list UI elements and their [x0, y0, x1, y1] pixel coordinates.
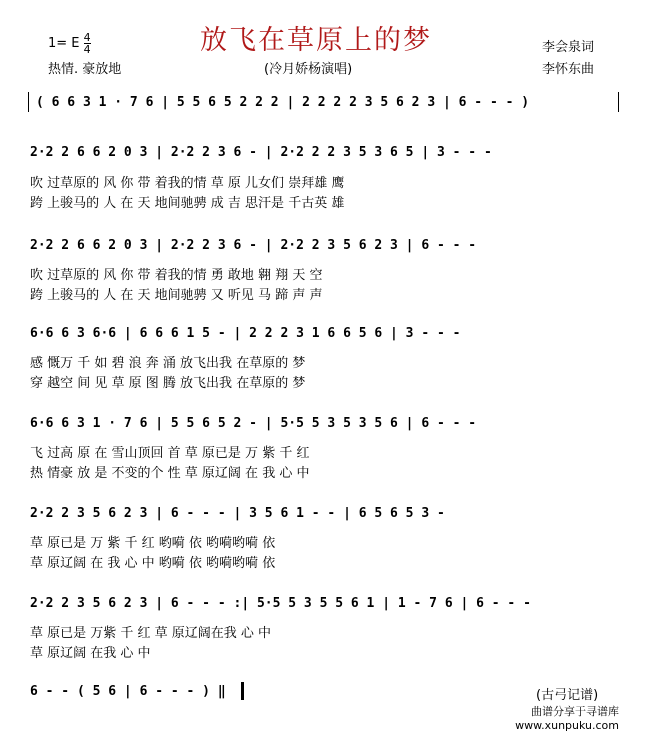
lyric-line: 跨 上骏马的 人 在 天 地间驰骋 成 吉 思汗是 千古英 雄 — [30, 196, 345, 211]
key-signature: 1= E $\frac{4}{4}$ — [48, 31, 91, 56]
notation-row: 2·2 2 3 5 6 2 3 | 6 - - - :| 5·5 5 3 5 5 6 1 | 1 - 7 6 | 6 - - - — [30, 596, 531, 611]
composer: 李怀东曲 — [542, 62, 595, 77]
notation-row: 6·6 6 3 1 · 7 6 | 5 5 6 5 2 - | 5·5 5 3 5 3 5 6 | 6 - - - — [30, 416, 477, 431]
lyric-line: 吹 过草原的 风 你 带 着我的情 草 原 儿女们 崇拜雄 鹰 — [30, 176, 345, 191]
notation-row: 2·2 2 6 6 2 0 3 | 2·2 2 3 6 - | 2·2 2 3 5 6 2 3 | 6 - - - — [30, 238, 477, 253]
lyric-line: 跨 上骏马的 人 在 天 地间驰骋 又 听见 马 蹄 声 声 — [30, 288, 323, 303]
lyric-line: 草 原辽阔 在我 心 中 — [30, 646, 151, 661]
lyricist: 李会泉词 — [542, 40, 595, 55]
lyric-line: 草 原已是 万 紫 千 红 哟嗬 依 哟嗬哟嗬 依 — [30, 536, 276, 551]
song-title: 放飞在草原上的梦 — [200, 25, 432, 56]
notation-row: ( 6 6 3 1 · 7 6 | 5 5 6 5 2 2 2 | 2 2 2 2 3 5 6 2 3 | 6 - - - ) — [36, 95, 530, 110]
singer: (冷月娇杨演唱) — [264, 62, 353, 77]
lyric-line: 草 原辽阔 在 我 心 中 哟嗬 依 哟嗬哟嗬 依 — [30, 556, 276, 571]
barline — [618, 92, 619, 112]
barline — [28, 92, 29, 112]
lyric-line: 热 情豪 放 是 不变的个 性 草 原辽阔 在 我 心 中 — [30, 466, 310, 481]
transcriber-credit: (古弓记谱) — [536, 688, 599, 703]
final-barline — [241, 682, 244, 700]
time-signature: $\frac{4}{4}$ — [83, 31, 91, 56]
lyric-line: 吹 过草原的 风 你 带 着我的情 勇 敢地 翱 翔 天 空 — [30, 268, 323, 283]
notation-row: 6·6 6 3 6·6 | 6 6 6 1 5 - | 2 2 2 3 1 6 6 5 6 | 3 - - - — [30, 326, 461, 341]
lyric-line: 草 原已是 万紫 千 红 草 原辽阔在我 心 中 — [30, 626, 272, 641]
lyric-line: 穿 越空 间 见 草 原 图 腾 放飞出我 在草原的 梦 — [30, 376, 306, 391]
watermark-line-1: 曲谱分享于寻谱库 — [531, 705, 619, 718]
tempo-marking: 热情. 豪放地 — [48, 62, 122, 77]
notation-row: 6 - - ( 5 6 | 6 - - - ) ‖ — [30, 684, 226, 699]
watermark-line-2: www.xunpuku.com — [515, 719, 619, 732]
notation-row: 2·2 2 6 6 2 0 3 | 2·2 2 3 6 - | 2·2 2 2 3 5 3 6 5 | 3 - - - — [30, 145, 492, 160]
watermark — [515, 703, 619, 732]
lyric-line: 飞 过高 原 在 雪山顶回 首 草 原已是 万 紫 千 红 — [30, 446, 310, 461]
lyric-line: 感 慨万 千 如 碧 浪 奔 涌 放飞出我 在草原的 梦 — [30, 356, 306, 371]
notation-row: 2·2 2 3 5 6 2 3 | 6 - - - | 3 5 6 1 - - | 6 5 6 5 3 - — [30, 506, 445, 521]
